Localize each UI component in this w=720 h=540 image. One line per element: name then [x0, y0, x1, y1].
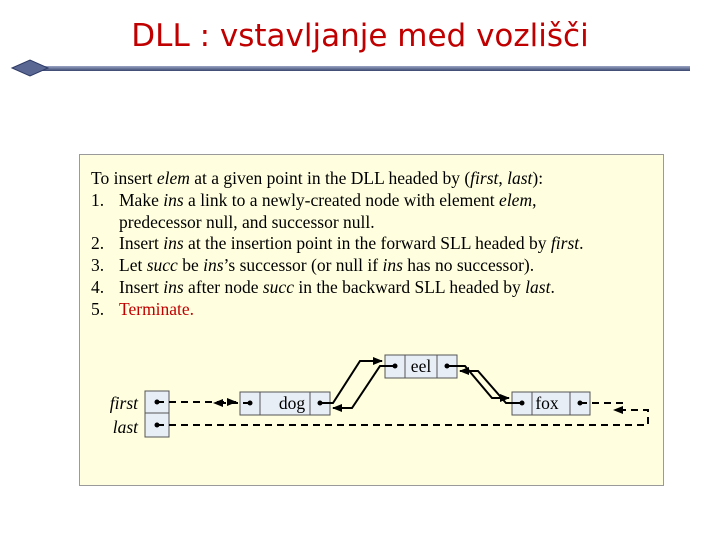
step-term: ins [163, 233, 184, 254]
intro-text: To insert [91, 168, 157, 188]
step-text: , [532, 189, 537, 210]
node-fox-label: fox [535, 393, 559, 413]
step-term: first [550, 233, 580, 254]
step-term: succ [146, 255, 178, 276]
step-body-active: Terminate. [119, 298, 195, 319]
intro-text: at a given point in the DLL headed by ( [189, 168, 471, 188]
node-dog-label: dog [278, 393, 306, 413]
slide-title: DLL : vstavljanje med vozlišči [131, 18, 589, 54]
step-number: 2. [91, 233, 105, 254]
step-text: in the backward SLL headed by [293, 276, 526, 297]
step-term: ins [203, 255, 224, 276]
step-text: predecessor null, and successor null. [119, 211, 375, 232]
last-label: last [112, 417, 138, 437]
step-text: Insert [119, 276, 164, 297]
intro-term: first [470, 168, 499, 188]
step-term: ins [163, 189, 184, 210]
step-text: . [579, 233, 584, 254]
intro-term: last [507, 168, 533, 188]
step-text: Insert [119, 233, 164, 254]
step-term: succ [262, 276, 294, 297]
step-text: Make [119, 189, 164, 210]
first-label: first [109, 393, 138, 413]
header-node [145, 391, 169, 437]
step-term: elem [499, 189, 533, 210]
intro-term: elem [156, 168, 190, 188]
intro-text: ): [532, 168, 544, 188]
step-number: 1. [91, 189, 105, 210]
step-text: . [550, 276, 555, 297]
step-text: after node [183, 276, 263, 297]
step-term: last [525, 276, 551, 297]
step-number: 3. [91, 255, 105, 276]
step-text: Let [119, 255, 147, 276]
step-text: has no successor). [402, 255, 535, 276]
step-text: a link to a newly-created node with element [183, 189, 500, 210]
step-number: 4. [91, 276, 105, 297]
step-text: be [177, 255, 204, 276]
step-term: ins [163, 276, 184, 297]
step-term: ins [382, 255, 403, 276]
step-text: ’s successor (or null if [223, 255, 383, 276]
intro-text: , [498, 168, 508, 188]
step-text: at the insertion point in the forward SLL headed by [183, 233, 551, 254]
step-number: 5. [91, 298, 105, 319]
node-eel-label: eel [410, 356, 432, 376]
